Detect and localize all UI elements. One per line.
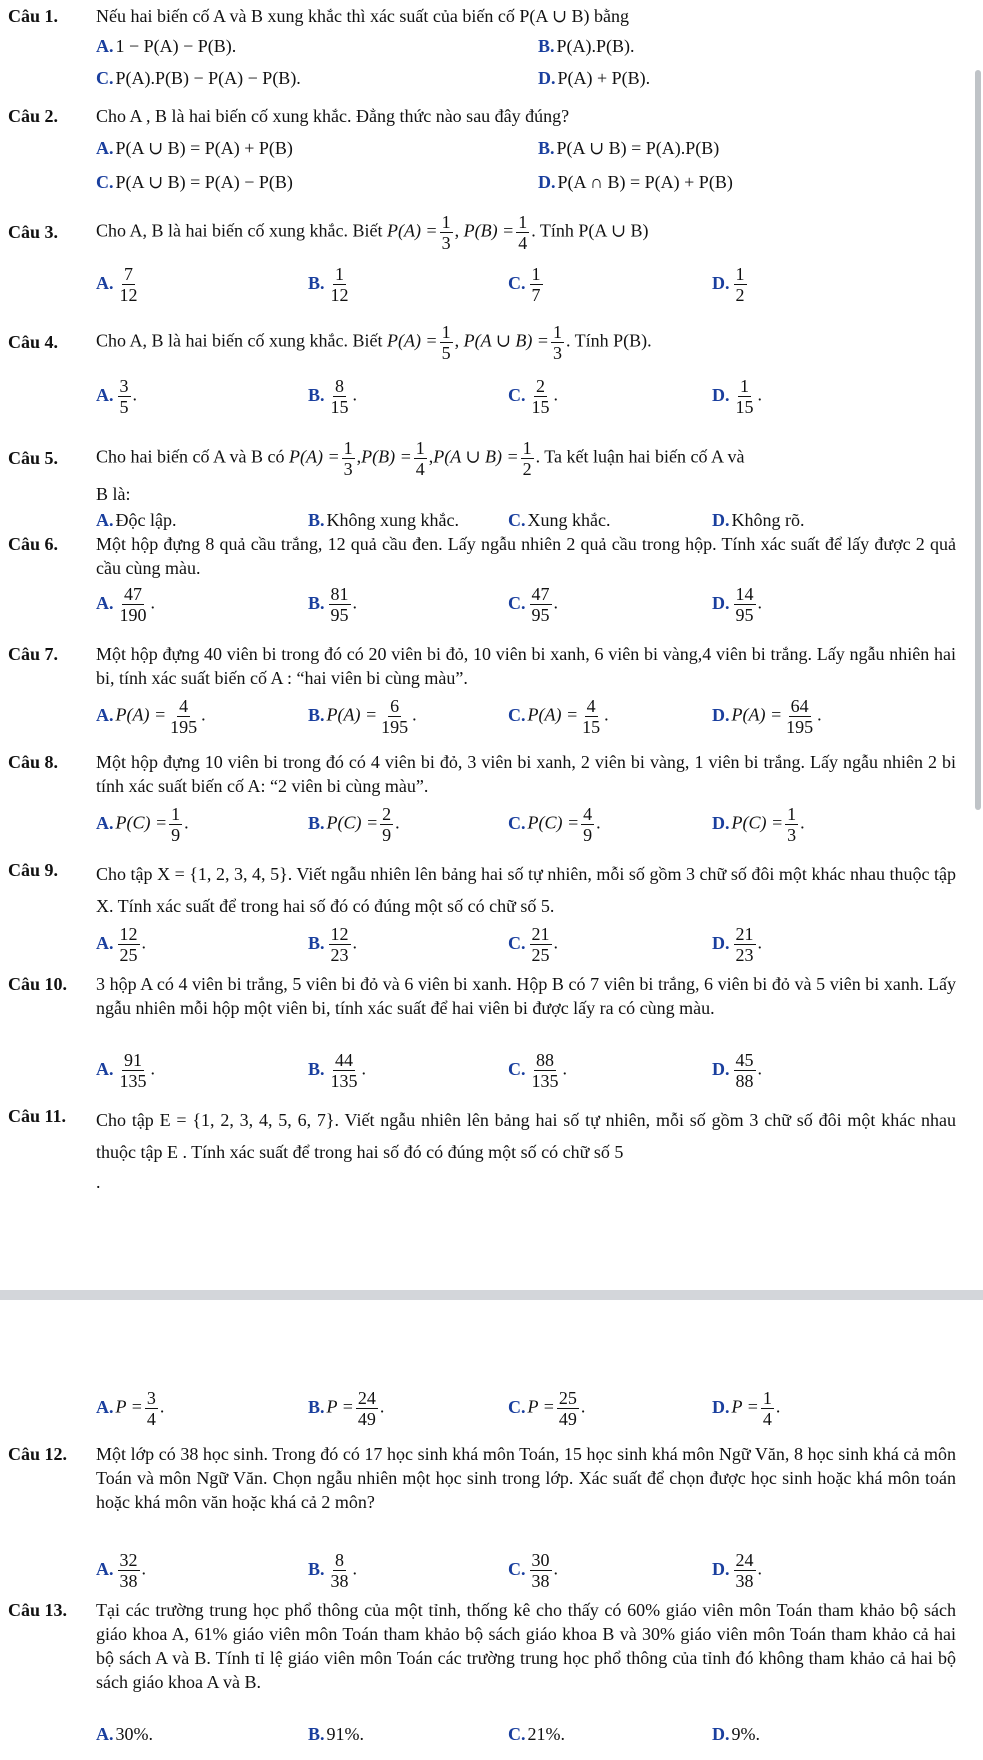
option-a: A. P(A ∪ B) = P(A) + P(B) xyxy=(96,138,293,158)
option-c: C. $\frac{30}{38}$ . xyxy=(508,1550,558,1591)
question-label: Câu 10. xyxy=(8,974,68,994)
question-text: Một hộp đựng 8 quả cầu trắng, 12 quả cầu đen. Lấy ngẫu nhiên 2 quả cầu trong hộp. Tính xác suất để lấy được 2 quả cầu cùng màu. xyxy=(96,534,956,578)
question-label: Câu 12. xyxy=(8,1444,68,1464)
question-text: Một hộp đựng 40 viên bi trong đó có 20 viên bi đỏ, 10 viên bi xanh, 6 viên bi vàng,4 viên bi trắng. Lấy ngẫu nhiên hai bi, tính xác suất biến cố A : “hai viên bi cùng màu”. xyxy=(96,644,956,688)
question-label: Câu 11. xyxy=(8,1106,67,1126)
question-text: Tại các trường trung học phổ thông của một tỉnh, thống kê cho thấy có 60% giáo viên môn Toán tham khảo bộ sách giáo khoa A, 61% giáo viên môn Toán tham khảo bộ sách giáo khoa B và 30% giáo viên môn Toán tham khảo cả hai bộ sách A và B. Tính tỉ lệ giáo viên môn Toán các trường trung học phổ thông của tỉnh đó không tham khảo cả hai bộ sách giáo khoa A và B. xyxy=(96,1600,956,1692)
option-d: D. $\frac{1}{15}$ . xyxy=(712,376,762,417)
option-b: B. $\frac{12}{23}$ . xyxy=(308,924,358,965)
scrollbar-thumb[interactable] xyxy=(975,70,981,810)
question-text: Một lớp có 38 học sinh. Trong đó có 17 học sinh khá môn Toán, 15 học sinh khá môn Ngữ Văn, 8 học sinh khá cả môn Toán và môn Ngữ Văn. Chọn ngẫu nhiên một học sinh trong lớp. Xác suất để chọn được học sinh hoặc khá môn toán hoặc khá môn văn hoặc khá cả 2 môn? xyxy=(96,1444,956,1512)
option-d: D. P(A) = $\frac{64}{195}$ . xyxy=(712,696,822,737)
option-b: B. P(A).P(B). xyxy=(538,36,635,56)
option-c: C. $\frac{47}{95}$ . xyxy=(508,584,558,625)
option-c: C. P(A ∪ B) = P(A) − P(B) xyxy=(96,172,293,192)
option-d: D. 9%. xyxy=(712,1724,760,1744)
question-text-cont: . xyxy=(96,1172,101,1192)
question-label: Câu 7. xyxy=(8,644,59,664)
option-d: D. $\frac{14}{95}$ . xyxy=(712,584,762,625)
question-label: Câu 6. xyxy=(8,534,59,554)
option-a: A. $\frac{32}{38}$ . xyxy=(96,1550,146,1591)
page-divider xyxy=(0,1290,983,1300)
option-c: C. $\frac{2}{15}$ . xyxy=(508,376,558,417)
option-a: A. $\frac{47}{190}$ . xyxy=(96,584,155,625)
option-d: D. $\frac{1}{2}$ xyxy=(712,264,745,305)
option-b: B. $\frac{81}{95}$ . xyxy=(308,584,358,625)
option-a: A. $\frac{7}{12}$ xyxy=(96,264,138,305)
question-text: Cho A, B là hai biến cố xung khắc. Biết P(A) = $\frac{1}{3}$ , P(B) = $\frac{1}{4}$ . Tính P(A ∪ B) xyxy=(96,212,649,253)
option-b: B. 91%. xyxy=(308,1724,365,1744)
option-a: A. P(A) = $\frac{4}{195}$ . xyxy=(96,696,206,737)
option-b: B. Không xung khắc. xyxy=(308,510,459,530)
option-c: C. P(C) = $\frac{4}{9}$ . xyxy=(508,804,601,845)
question-label: Câu 3. xyxy=(8,222,59,242)
question-label: Câu 4. xyxy=(8,332,59,352)
question-text: 3 hộp A có 4 viên bi trắng, 5 viên bi đỏ và 6 viên bi xanh. Hộp B có 7 viên bi trắng, 6 viên bi đỏ và 5 viên bi xanh. Lấy ngẫu nhiên mỗi hộp một viên bi, tính xác suất để hai viên bi được lấy ra có cùng màu. xyxy=(96,974,956,1018)
option-a: A. Độc lập. xyxy=(96,510,177,530)
option-a: A. $\frac{12}{25}$ . xyxy=(96,924,146,965)
question-text: Cho A, B là hai biến cố xung khắc. Biết P(A) = $\frac{1}{5}$ , P(A ∪ B) = $\frac{1}{3}$ . Tính P(B). xyxy=(96,322,652,363)
question-text: Cho A , B là hai biến cố xung khắc. Đẳng thức nào sau đây đúng? xyxy=(96,106,570,126)
option-b: B. P(A ∪ B) = P(A).P(B) xyxy=(538,138,720,158)
question-label: Câu 9. xyxy=(8,860,59,880)
option-c: C. Xung khắc. xyxy=(508,510,611,530)
option-b: B. P(C) = $\frac{2}{9}$ . xyxy=(308,804,400,845)
option-a: A. P = $\frac{3}{4}$ . xyxy=(96,1388,165,1429)
option-b: B. P(A) = $\frac{6}{195}$ . xyxy=(308,696,417,737)
option-b: B. $\frac{44}{135}$ . xyxy=(308,1050,367,1091)
option-b: B. $\frac{8}{15}$ . xyxy=(308,376,358,417)
question-text: Một hộp đựng 10 viên bi trong đó có 4 viên bi đỏ, 3 viên bi xanh, 2 viên bi vàng, 1 viên bi trắng. Lấy ngẫu nhiên 2 bi tính xác suất biến cố A: “2 viên bi cùng màu”. xyxy=(96,752,956,796)
option-d: D. $\frac{24}{38}$ . xyxy=(712,1550,762,1591)
question-label: Câu 2. xyxy=(8,106,59,126)
option-b: B. $\frac{1}{12}$ xyxy=(308,264,349,305)
option-d: D. Không rõ. xyxy=(712,510,805,530)
option-d: D. P(A) + P(B). xyxy=(538,68,651,88)
option-d: D. P(A ∩ B) = P(A) + P(B) xyxy=(538,172,733,192)
option-a: A. 30%. xyxy=(96,1724,153,1744)
option-b: B. $\frac{8}{38}$ . xyxy=(308,1550,358,1591)
question-text-cont: B là: xyxy=(96,484,131,504)
option-d: D. $\frac{21}{23}$ . xyxy=(712,924,762,965)
option-a: A. 1 − P(A) − P(B). xyxy=(96,36,237,56)
option-b: B. P = $\frac{24}{49}$ . xyxy=(308,1388,385,1429)
question-text: Cho hai biến cố A và B có P(A) = $\frac{1}{3}$ ,P(B) = $\frac{1}{4}$ ,P(A ∪ B) = $\frac{1}{2}$ . Ta kết luận hai biến cố A và xyxy=(96,438,745,479)
question-label: Câu 8. xyxy=(8,752,59,772)
question-label: Câu 1. xyxy=(8,6,59,26)
option-c: C. $\frac{88}{135}$ . xyxy=(508,1050,567,1091)
option-c: C. $\frac{1}{7}$ xyxy=(508,264,541,305)
question-text: Cho tập E = {1, 2, 3, 4, 5, 6, 7}. Viết ngẫu nhiên lên bảng hai số tự nhiên, mỗi số gồm 3 chữ số đôi một khác nhau thuộc tập E . Tính xác suất để trong hai số đó có đúng một số có chữ số 5 xyxy=(96,1110,956,1162)
option-c: C. P = $\frac{25}{49}$ . xyxy=(508,1388,586,1429)
option-d: D. P = $\frac{1}{4}$ . xyxy=(712,1388,781,1429)
option-a: A. $\frac{3}{5}$ . xyxy=(96,376,137,417)
question-label: Câu 5. xyxy=(8,448,59,468)
option-c: C. 21%. xyxy=(508,1724,565,1744)
option-a: A. $\frac{91}{135}$ . xyxy=(96,1050,155,1091)
option-c: C. P(A) = $\frac{4}{15}$ . xyxy=(508,696,609,737)
question-text: Cho tập X = {1, 2, 3, 4, 5}. Viết ngẫu nhiên lên bảng hai số tự nhiên, mỗi số gồm 3 chữ số đôi một khác nhau thuộc tập X. Tính xác suất để trong hai số đó có đúng một số có chữ số 5. xyxy=(96,864,956,916)
option-a: A. P(C) = $\frac{1}{9}$ . xyxy=(96,804,189,845)
question-text: Nếu hai biến cố A và B xung khắc thì xác suất của biến cố P(A ∪ B) bằng xyxy=(96,6,629,26)
option-d: D. $\frac{45}{88}$ . xyxy=(712,1050,762,1091)
option-c: C. P(A).P(B) − P(A) − P(B). xyxy=(96,68,301,88)
option-d: D. P(C) = $\frac{1}{3}$ . xyxy=(712,804,805,845)
option-c: C. $\frac{21}{25}$ . xyxy=(508,924,558,965)
question-label: Câu 13. xyxy=(8,1600,68,1620)
